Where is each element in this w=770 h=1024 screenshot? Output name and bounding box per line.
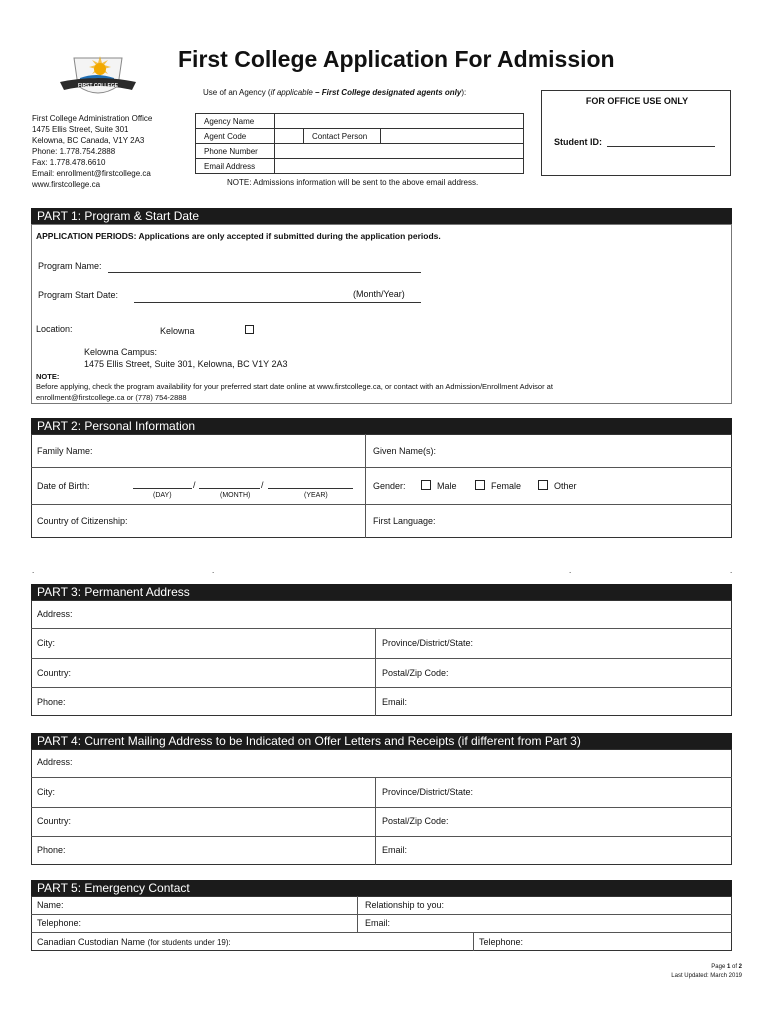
p5-custodian-phone-label: Telephone: <box>479 937 524 947</box>
p3-postal-label: Postal/Zip Code: <box>382 668 449 678</box>
dob-label: Date of Birth: <box>37 481 90 491</box>
part5-header: PART 5: Emergency Contact <box>31 880 732 896</box>
agency-table <box>195 113 524 174</box>
page-number: Page 1 of 2 <box>711 964 742 970</box>
email-address-label: Email Address <box>196 159 275 174</box>
part2-header: PART 2: Personal Information <box>31 418 732 434</box>
agency-email-note: NOTE: Admissions information will be sent to the above email address. <box>227 178 479 187</box>
p5-relationship-label: Relationship to you: <box>365 900 445 910</box>
p4-postal-label: Postal/Zip Code: <box>382 816 449 826</box>
dob-year-hint: (YEAR) <box>304 492 328 499</box>
gender-other[interactable]: Other <box>538 480 577 491</box>
gender-other-checkbox[interactable] <box>538 480 548 490</box>
p5-telephone-label: Telephone: <box>37 918 82 928</box>
part1-header: PART 1: Program & Start Date <box>31 208 732 224</box>
office-web: www.firstcollege.ca <box>32 180 101 189</box>
gender-male-checkbox[interactable] <box>421 480 431 490</box>
p5-custodian-label: Canadian Custodian Name (for students under 19): <box>37 937 231 947</box>
p4-province-label: Province/District/State: <box>382 787 474 797</box>
p4-city-label: City: <box>37 787 55 797</box>
application-periods: APPLICATION PERIODS: Applications are only accepted if submitted during the application periods. <box>36 231 441 241</box>
part3-header: PART 3: Permanent Address <box>31 584 732 600</box>
part4-header: PART 4: Current Mailing Address to be Indicated on Offer Letters and Receipts (if different from Part 3) <box>31 733 732 749</box>
phone-number-field[interactable] <box>275 144 524 159</box>
citizenship-label: Country of Citizenship: <box>37 516 128 526</box>
p3-phone-label: Phone: <box>37 697 66 707</box>
start-date-label: Program Start Date: <box>38 290 119 300</box>
agent-code-field[interactable] <box>275 129 304 144</box>
student-id-field[interactable] <box>607 146 715 147</box>
contact-person-label: Contact Person <box>304 129 381 144</box>
contact-person-field[interactable] <box>381 129 524 144</box>
p3-address-label: Address: <box>37 609 73 619</box>
office-street: 1475 Ellis Street, Suite 301 <box>32 125 129 134</box>
p4-email-label: Email: <box>382 845 408 855</box>
phone-number-label: Phone Number <box>196 144 275 159</box>
gender-female-checkbox[interactable] <box>475 480 485 490</box>
gender-female[interactable]: Female <box>475 480 521 491</box>
agency-name-field[interactable] <box>275 114 524 129</box>
student-id-label: Student ID: <box>554 137 715 147</box>
office-use-box <box>541 90 731 176</box>
office-city: Kelowna, BC Canada, V1Y 2A3 <box>32 136 145 145</box>
p5-email-label: Email: <box>365 918 391 928</box>
p3-city-label: City: <box>37 638 55 648</box>
location-label: Location: <box>36 324 73 334</box>
program-name-label: Program Name: <box>38 261 102 271</box>
college-logo <box>56 52 140 102</box>
gender-male[interactable]: Male <box>421 480 457 491</box>
dob-day-field[interactable] <box>133 488 192 489</box>
note-label: NOTE: <box>36 372 60 381</box>
agency-use-note: Use of an Agency (if applicable – First College designated agents only): <box>203 88 467 97</box>
campus-title: Kelowna Campus: <box>84 347 158 357</box>
office-fax: Fax: 1.778.478.6610 <box>32 158 106 167</box>
page-title: First College Application For Admission <box>178 46 615 72</box>
office-email: Email: enrollment@firstcollege.ca <box>32 169 151 178</box>
dob-month-field[interactable] <box>199 488 260 489</box>
dob-separator-2: / <box>261 480 264 490</box>
month-year-hint: (Month/Year) <box>353 289 405 299</box>
given-names-label: Given Name(s): <box>373 446 437 456</box>
dob-separator-1: / <box>193 480 196 490</box>
agency-name-label: Agency Name <box>196 114 275 129</box>
gender-label: Gender: <box>373 481 406 491</box>
part1-section <box>31 224 732 404</box>
office-name: First College Administration Office <box>32 114 153 123</box>
p3-email-label: Email: <box>382 697 408 707</box>
p3-province-label: Province/District/State: <box>382 638 474 648</box>
p4-phone-label: Phone: <box>37 845 66 855</box>
first-language-label: First Language: <box>373 516 436 526</box>
location-kelowna-label: Kelowna <box>160 326 195 336</box>
email-address-field[interactable] <box>275 159 524 174</box>
logo-text: FIRST COLLEGE <box>78 83 118 89</box>
campus-address: 1475 Ellis Street, Suite 301, Kelowna, BC V1Y 2A3 <box>84 359 288 369</box>
dob-year-field[interactable] <box>268 488 353 489</box>
last-updated: Last Updated: March 2019 <box>671 973 742 979</box>
office-use-heading: FOR OFFICE USE ONLY <box>585 96 689 106</box>
family-name-label: Family Name: <box>37 446 93 456</box>
agent-code-label: Agent Code <box>196 129 275 144</box>
dob-day-hint: (DAY) <box>153 492 172 499</box>
office-address <box>32 113 152 190</box>
p5-name-label: Name: <box>37 900 64 910</box>
program-name-field[interactable] <box>108 272 421 273</box>
start-date-field[interactable] <box>134 302 421 303</box>
dob-month-hint: (MONTH) <box>220 492 251 499</box>
location-kelowna-checkbox[interactable] <box>245 325 254 334</box>
p4-address-label: Address: <box>37 757 73 767</box>
p4-country-label: Country: <box>37 816 72 826</box>
note-line-2: enrollment@firstcollege.ca or (778) 754-2888 <box>36 393 187 402</box>
p3-country-label: Country: <box>37 668 72 678</box>
note-line-1: Before applying, check the program availability for your preferred start date online at www.firstcollege.ca, or contact with an Admission/Enrollment Advisor at <box>36 382 553 391</box>
office-phone: Phone: 1.778.754.2888 <box>32 147 116 156</box>
